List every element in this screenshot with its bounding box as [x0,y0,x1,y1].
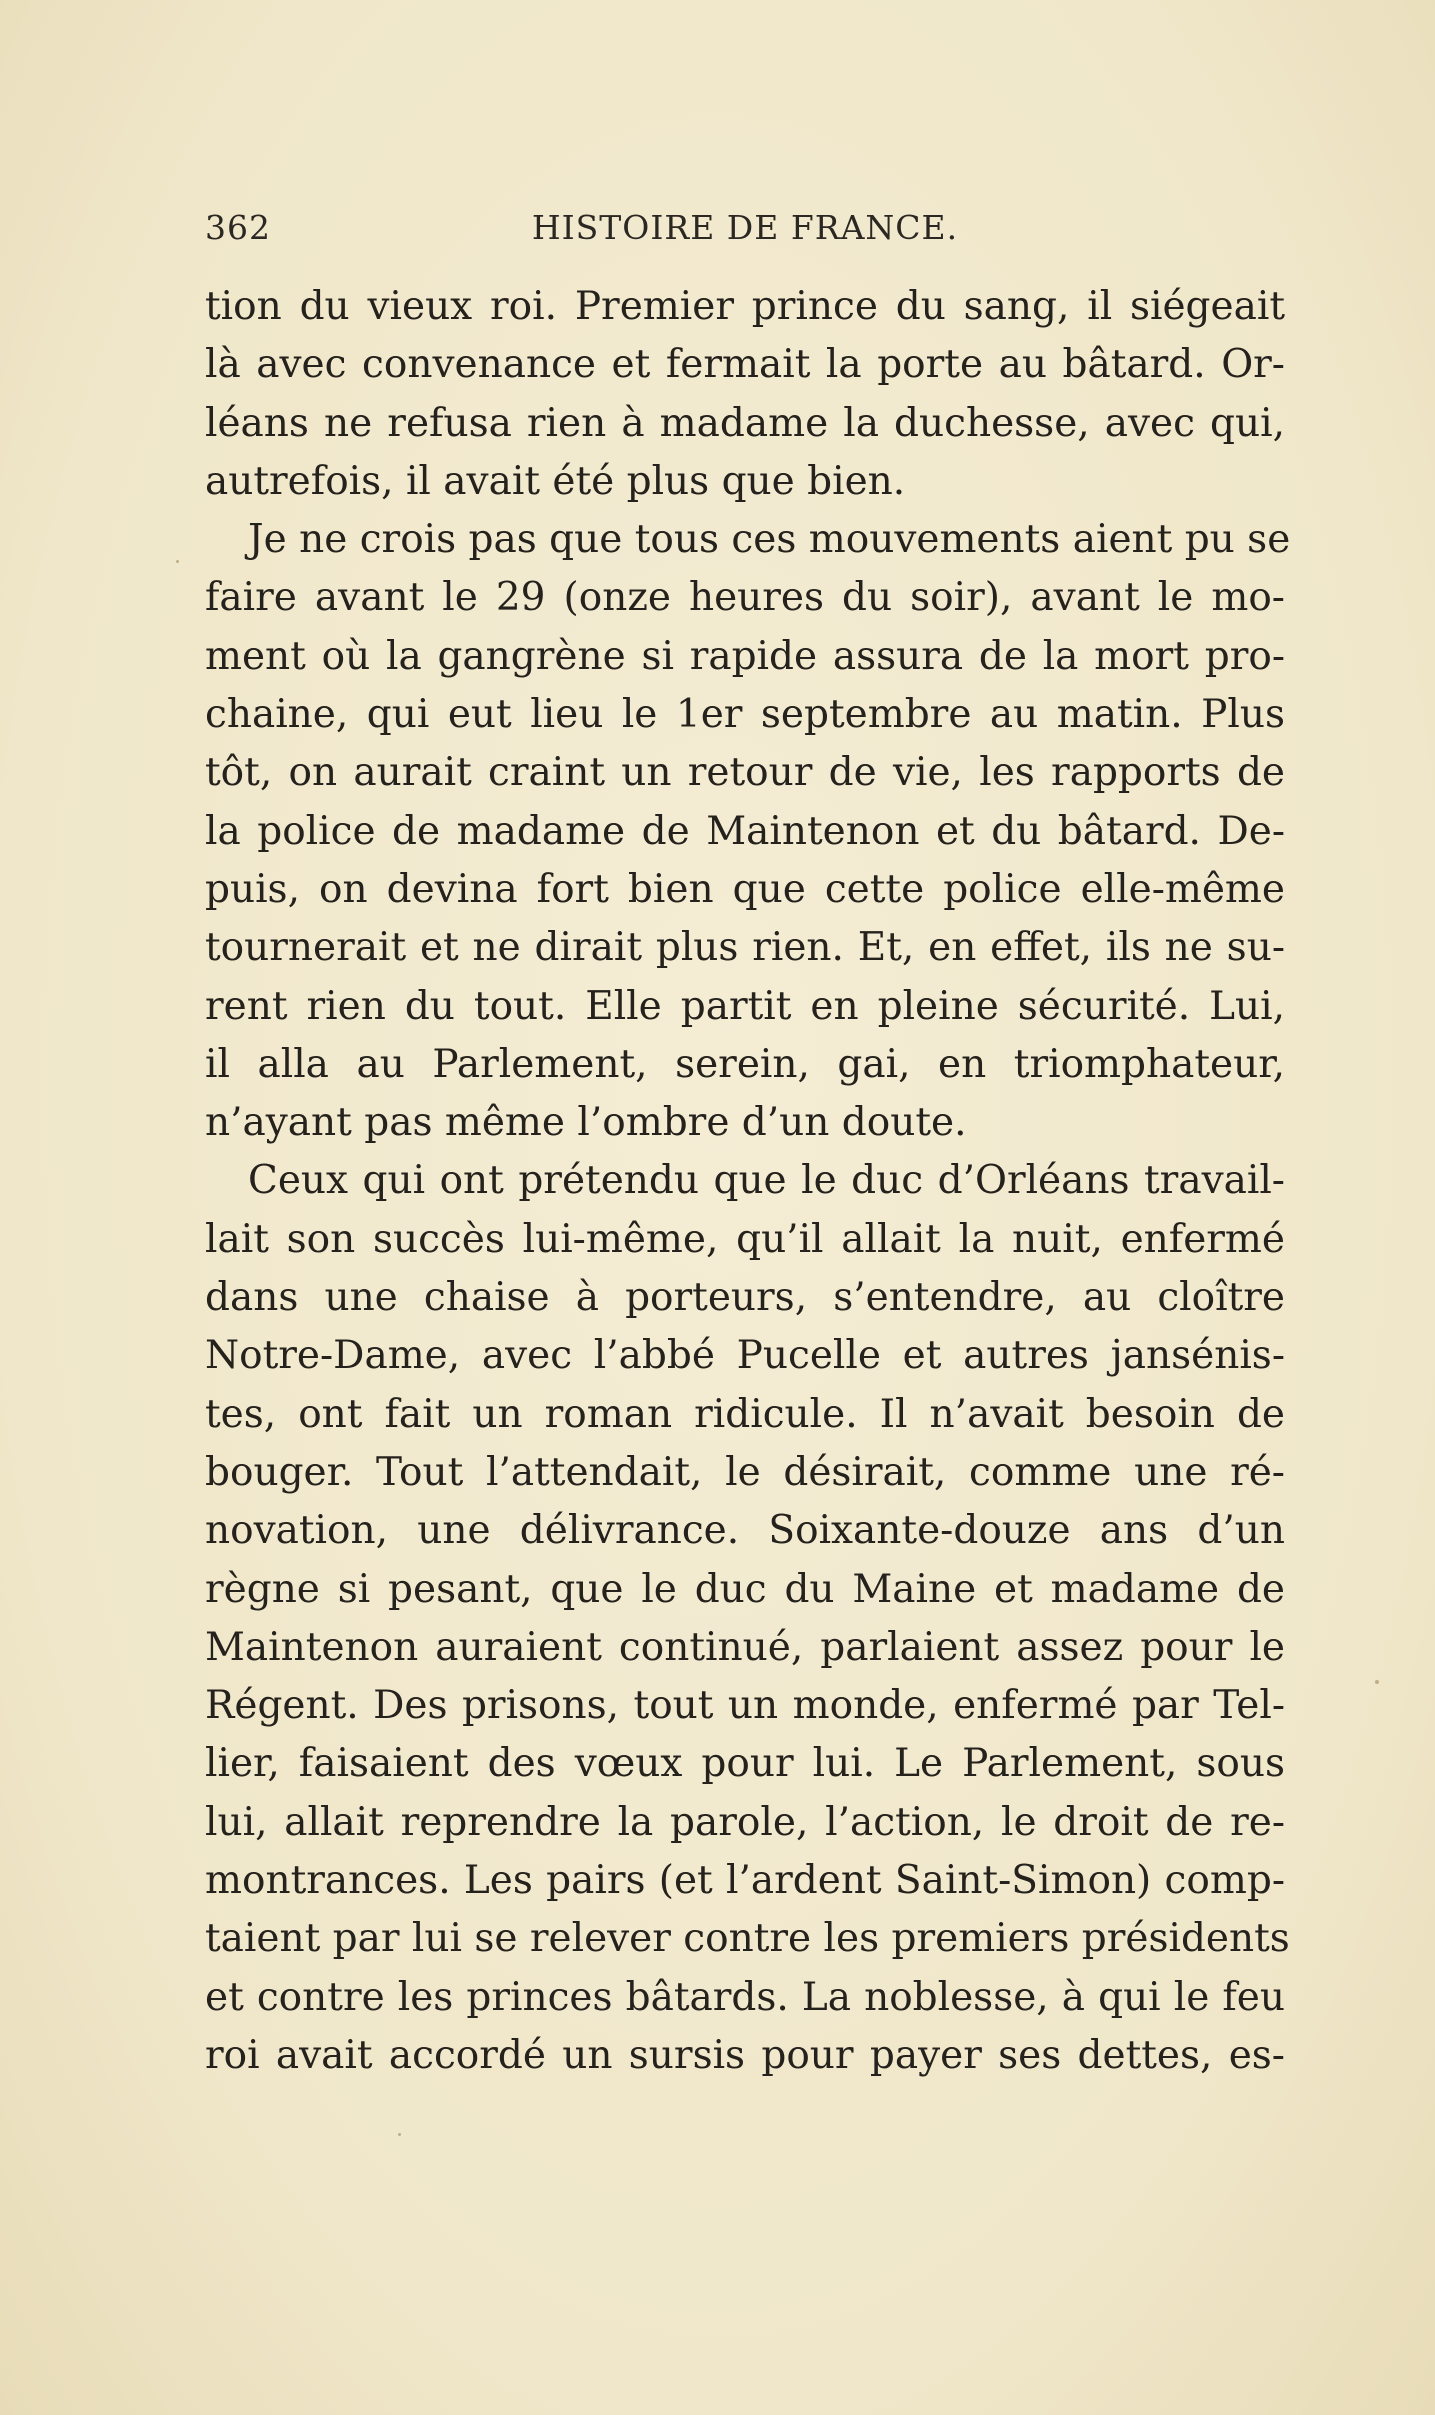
body-text [205,278,1291,2085]
text-line: lui, allait reprendre la parole, l’action, le droit de re- [205,1799,1285,1845]
text-line: tôt, on aurait craint un retour de vie, les rapports de [205,750,1285,796]
running-head [205,208,1285,256]
text-line: ment où la gangrène si rapide assura de la mort pro- [205,633,1285,679]
text-line: lait son succès lui-même, qu’il allait la nuit, enfermé [205,1216,1285,1262]
paper-speck [1375,1680,1379,1684]
text-line: n’ayant pas même l’ombre d’un doute. [205,1100,967,1146]
text-line: dans une chaise à porteurs, s’entendre, au cloître [205,1275,1285,1321]
paragraph [205,511,1291,1152]
text-line: Je ne crois pas que tous ces mouvements aient pu se [248,517,1291,563]
text-line: léans ne refusa rien à madame la duchesse, avec qui, [205,400,1285,446]
paper-speck [398,2133,401,2136]
page-title: HISTOIRE DE FRANCE. [531,208,959,247]
text-line: tes, ont fait un roman ridicule. Il n’avait besoin de [205,1391,1285,1437]
text-line: montrances. Les pairs (et l’ardent Saint-Simon) comp- [205,1858,1285,1904]
text-line: Notre-Dame, avec l’abbé Pucelle et autres jansénis- [205,1333,1285,1379]
text-line: roi avait accordé un sursis pour payer ses dettes, es- [205,2032,1285,2078]
text-line: taient par lui se relever contre les premiers présidents [205,1916,1290,1962]
text-line: là avec convenance et fermait la porte au bâtard. Or- [205,342,1285,388]
text-line: novation, une délivrance. Soixante-douze ans d’un [205,1508,1285,1554]
paper-speck [176,560,179,563]
text-line: rent rien du tout. Elle partit en pleine sécurité. Lui, [205,983,1285,1029]
paragraph [205,278,1285,511]
text-line: puis, on devina fort bien que cette police elle-même [205,866,1285,912]
text-line: chaine, qui eut lieu le 1er septembre au matin. Plus [205,692,1285,738]
text-line: Ceux qui ont prétendu que le duc d’Orléans travail- [248,1158,1285,1204]
text-line: règne si pesant, que le duc du Maine et madame de [205,1566,1285,1612]
text-line: tournerait et ne dirait plus rien. Et, en effet, ils ne su- [205,925,1285,971]
text-line: il alla au Parlement, serein, gai, en triomphateur, [205,1041,1285,1087]
paragraph [205,1152,1290,2085]
text-line: autrefois, il avait été plus que bien. [205,458,906,504]
text-line: lier, faisaient des vœux pour lui. Le Parlement, sous [205,1741,1285,1787]
text-line: tion du vieux roi. Premier prince du sang, il siégeait [205,284,1285,329]
text-line: Maintenon auraient continué, parlaient assez pour le [205,1624,1285,1670]
text-line: bouger. Tout l’attendait, le désirait, comme une ré- [205,1449,1285,1495]
text-line: la police de madame de Maintenon et du bâtard. De- [205,808,1285,854]
text-line: Régent. Des prisons, tout un monde, enfermé par Tel- [205,1683,1285,1729]
text-line: et contre les princes bâtards. La noblesse, à qui le feu [205,1974,1285,2020]
page-number: 362 [205,208,271,247]
text-line: faire avant le 29 (onze heures du soir), avant le mo- [205,575,1285,621]
